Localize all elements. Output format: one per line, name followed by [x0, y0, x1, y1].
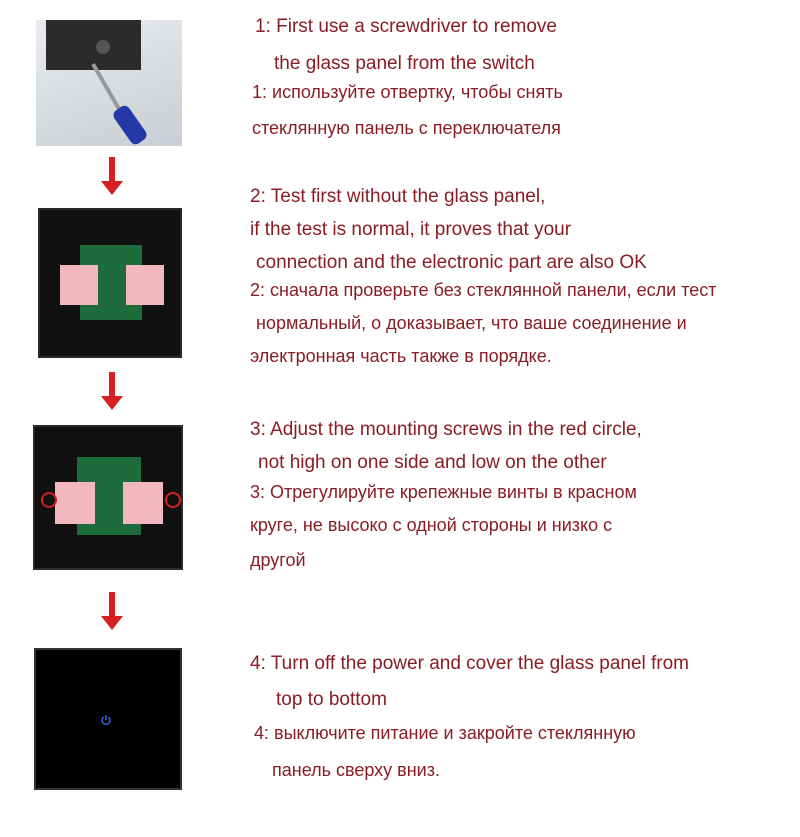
step3-en-line2: not high on one side and low on the other: [258, 452, 607, 473]
step1-en-line1: 1: First use a screwdriver to remove: [255, 16, 557, 37]
step4-en-line1: 4: Turn off the power and cover the glass panel from: [250, 653, 690, 674]
step3-ru-line1: 3: Отрегулируйте крепежные винты в красном: [250, 482, 637, 502]
step2-en-line3: connection and the electronic part are also OK: [256, 252, 647, 273]
step2-ru-line2: нормальный, о доказывает, что ваше соединение и: [256, 313, 687, 333]
step3-ru-line2: круге, не высоко с одной стороны и низко с: [250, 515, 613, 535]
step3-en-line1: 3: Adjust the mounting screws in the red circle,: [250, 419, 642, 440]
step4-ru-line2: панель сверху вниз.: [272, 760, 440, 780]
step3-ru-line3: другой: [250, 550, 306, 570]
step1-screwdriver-photo: [36, 20, 182, 146]
step4-glass-panel-photo: [34, 648, 182, 790]
screw-red-circle-left: [41, 492, 57, 508]
step4-en-line2: top to bottom: [276, 689, 387, 710]
step2-switch-without-glass-photo: [38, 208, 182, 358]
step1-ru-line2: стеклянную панель с переключателя: [252, 118, 561, 138]
step3-mounting-screws-photo: [33, 425, 183, 570]
step4-ru-line1: 4: выключите питание и закройте стеклянную: [254, 723, 636, 743]
step2-en-line1: 2: Test first without the glass panel,: [250, 186, 546, 207]
step2-en-line2: if the test is normal, it proves that your: [250, 219, 572, 240]
step1-ru-line1: 1: используйте отвертку, чтобы снять: [252, 82, 563, 102]
power-icon: [100, 714, 112, 726]
step1-en-line2: the glass panel from the switch: [274, 53, 535, 74]
step2-ru-line1: 2: сначала проверьте без стеклянной панели, если тест: [250, 280, 717, 300]
screw-red-circle-right: [165, 492, 181, 508]
step2-ru-line3: электронная часть также в порядке.: [250, 346, 552, 366]
